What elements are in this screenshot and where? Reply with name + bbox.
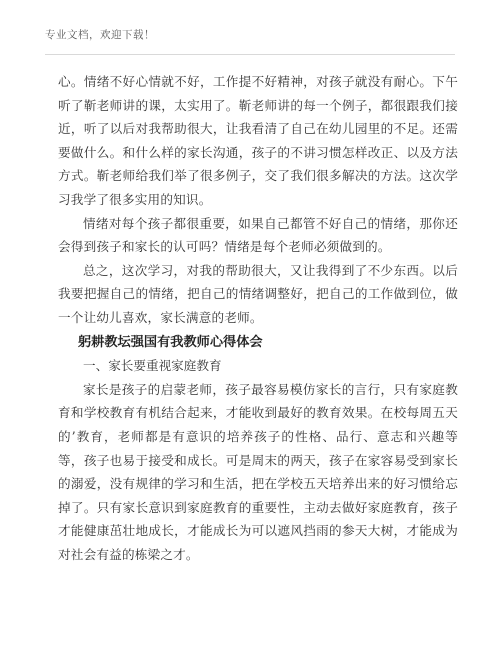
section-title: 躬耕教坛强国有我教师心得体会 [78,334,263,350]
paragraph-3: 总之，这次学习，对我的帮助很大，又让我得到了不少东西。以后我要把握自己的情绪，把自己的情绪调整好，把自己的工作做到位，做一个让幼儿喜欢，家长满意的老师。 [58,262,458,325]
paragraph-2: 情绪对每个孩子都很重要，如果自己都管不好自己的情绪，那你还会得到孩子和家长的认可吗？情绪是每个老师必须做到的。 [58,215,458,255]
document-body [58,70,458,566]
section-subheading: 一、家长要重视家庭教育 [83,358,222,374]
paragraph-4: 家长是孩子的启蒙老师，孩子最容易模仿家长的言行，只有家庭教育和学校教育有机结合起来，才能收到最好的教育效果。在校每周五天的’教育，老师都是有意识的培养孩子的性格、品行、意志和兴趣等等，孩子也易于接受和成长。可是周末的两天，孩子在家容易受到家长的溺爱，没有规律的学习和生活，把在学校五天培养出来的好习惯给忘掉了。只有家长意识到家庭教育的重要性，主动去做好家庭教育，孩子才能健康茁壮地成长，才能成长为可以遮风挡雨的参天大树，才能成为对社会有益的栋梁之才。 [58,381,458,562]
page-header: 专业文档，欢迎下载！ [45,29,155,41]
header-divider [45,54,455,55]
paragraph-1: 心。情绪不好心情就不好，工作提不好精神，对孩子就没有耐心。下午听了靳老师讲的课，太实用了。靳老师讲的每一个例子，都很跟我们接近，听了以后对我帮助很大，让我看清了自己在幼儿园里的不足。还需要做什么。和什么样的家长沟通，孩子的不讲习惯怎样改正、以及方法方式。靳老师给我们举了很多例子，交了我们很多解决的方法。这次学习我学了很多实用的知识。 [58,74,458,207]
